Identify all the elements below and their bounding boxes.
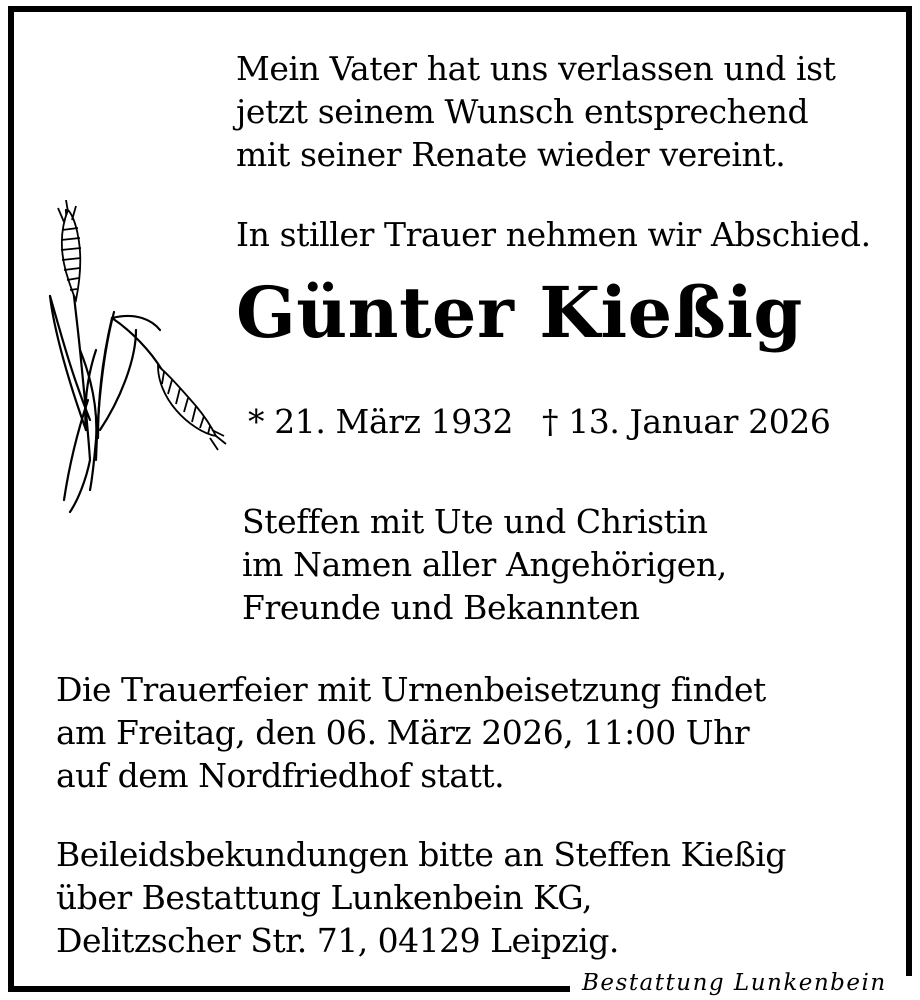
condolences-line-1: Beileidsbekundungen bitte an Steffen Kießig (56, 835, 786, 874)
intro-line-2: jetzt seinem Wunsch entsprechend (236, 92, 809, 131)
farewell-line: In stiller Trauer nehmen wir Abschied. (236, 215, 871, 254)
death-date: † 13. Januar 2026 (542, 402, 831, 441)
condolences-line-2: über Bestattung Lunkenbein KG, (56, 878, 592, 917)
family-line-2: im Namen aller Angehörigen, (242, 545, 727, 584)
funeral-line-3: auf dem Nordfriedhof statt. (56, 756, 505, 795)
undertaker-signature: Bestattung Lunkenbein (582, 970, 887, 996)
funeral-line-1: Die Trauerfeier mit Urnenbeisetzung findet (56, 670, 766, 709)
deceased-name: Günter Kießig (236, 271, 803, 354)
frame-border-left (8, 6, 14, 992)
condolences-line-3: Delitzscher Str. 71, 04129 Leipzig. (56, 921, 619, 960)
intro-line-1: Mein Vater hat uns verlassen und ist (236, 49, 836, 88)
frame-border-top (8, 6, 912, 12)
frame-border-bottom (8, 986, 570, 992)
birth-date: * 21. März 1932 (248, 402, 514, 441)
frame-border-right (906, 6, 912, 976)
family-line-1: Steffen mit Ute und Christin (242, 502, 708, 541)
family-line-3: Freunde und Bekannten (242, 588, 640, 627)
intro-line-3: mit seiner Renate wieder vereint. (236, 135, 786, 174)
funeral-line-2: am Freitag, den 06. März 2026, 11:00 Uhr (56, 713, 750, 752)
wheat-ears-icon (40, 200, 230, 520)
